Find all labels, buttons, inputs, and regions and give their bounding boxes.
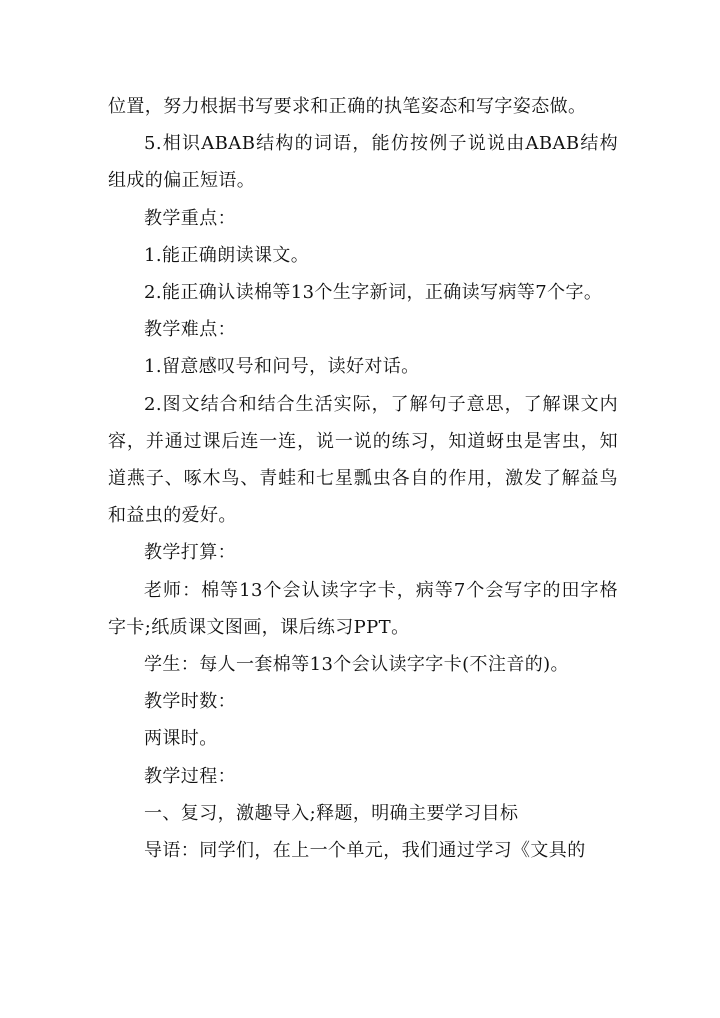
paragraph-4: 1.能正确朗读课文。 <box>144 244 310 266</box>
section-heading-key-points: 教学重点： <box>144 207 236 229</box>
section-heading-preparation: 教学打算： <box>144 542 236 564</box>
paragraph-2: 5.相识ABAB结构的词语，能仿按例子说说由ABAB结构组成的偏正短语。 <box>108 133 618 192</box>
section-heading-difficulties: 教学难点： <box>144 319 236 341</box>
paragraph-7: 1.留意感叹号和问号，读好对话。 <box>144 356 420 378</box>
paragraph-8: 2.图文结合和结合生活实际，了解句子意思，了解课文内容，并通过课后连一连，说一说的练习，知道蚜虫是害虫，知道燕子、啄木鸟、青蛙和七星瓢虫各自的作用，激发了解益鸟和益虫的爱好。 <box>108 393 618 527</box>
paragraph-13: 两课时。 <box>144 728 218 750</box>
paragraph-5: 2.能正确认读棉等13个生字新词，正确读写病等7个字。 <box>144 282 603 304</box>
paragraph-16: 导语：同学们，在上一个单元，我们通过学习《文具的 <box>144 840 586 862</box>
paragraph-15: 一、复习，激趣导入;释题，明确主要学习目标 <box>144 802 519 824</box>
section-heading-class-hours: 教学时数： <box>144 691 236 713</box>
paragraph-1: 位置，努力根据书写要求和正确的执笔姿态和写字姿态做。 <box>108 96 587 117</box>
paragraph-10: 老师：棉等13个会认读字字卡，病等7个会写字的田字格字卡;纸质课文图画，课后练习PPT。 <box>108 579 618 638</box>
paragraph-11: 学生：每人一套棉等13个会认读字字卡(不注音的)。 <box>144 654 569 676</box>
section-heading-process: 教学过程： <box>144 765 236 787</box>
document-body <box>108 88 618 869</box>
